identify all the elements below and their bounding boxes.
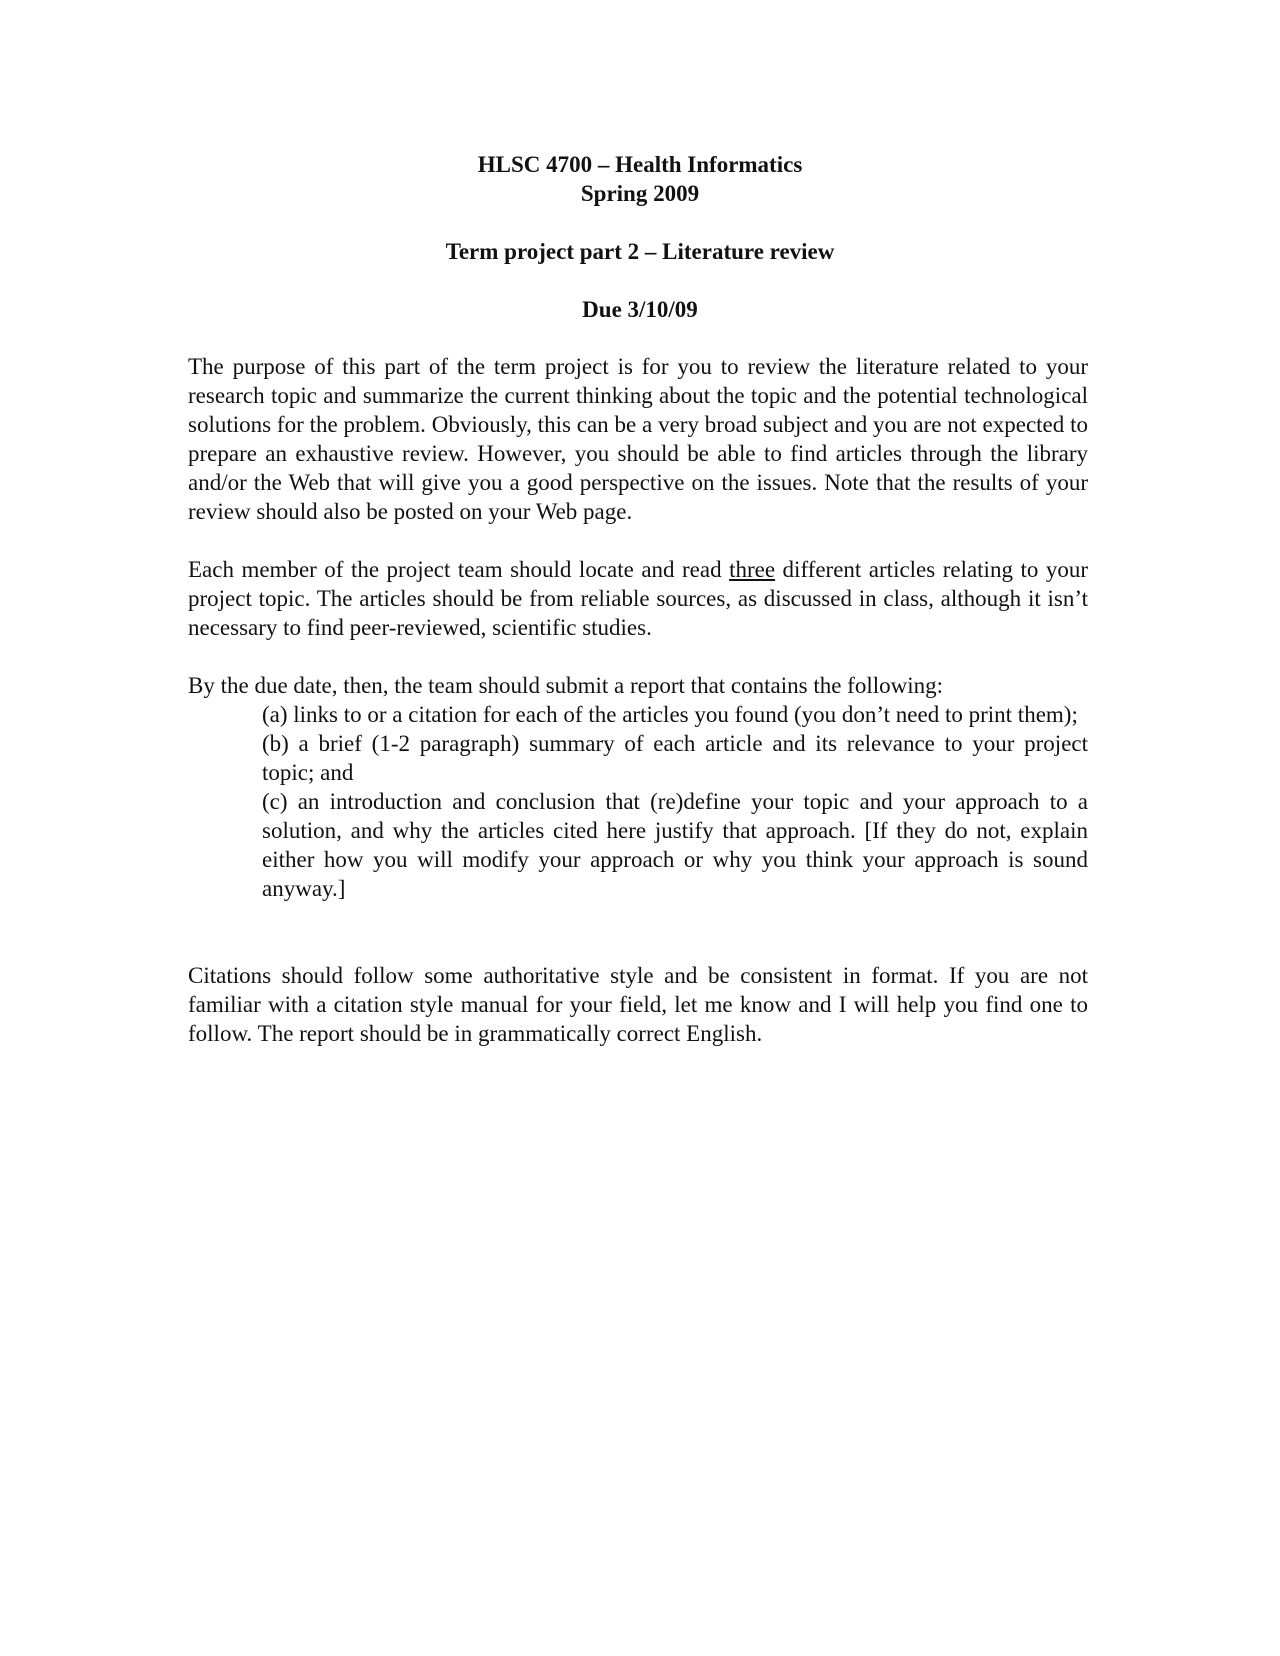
requirement-item-c: (c) an introduction and conclusion that (re)define your topic and your approach to a solution, and why the articles cited here justify that approach. [If they do not, explain either how you will modify your approach or why you think your approach is sound anyway.] [262,789,1088,901]
members-text-after: different articles relating to your project topic. The articles should be from reliable sources, as discussed in class, although it isn’t necessary to find peer-reviewed, scientific studies. [188,557,1088,640]
citations-paragraph: Citations should follow some authoritative style and be consistent in format. If you are not familiar with a citation style manual for your field, let me know and I will help you find one to follow. The report should be in grammatically correct English. [188,963,1088,1046]
requirement-item-a: (a) links to or a citation for each of the articles you found (you don’t need to print them); [262,702,1078,727]
term-label: Spring 2009 [580,181,700,206]
requirements-list [262,700,1088,903]
course-title: HLSC 4700 – Health Informatics [477,152,803,177]
project-title: Term project part 2 – Literature review [445,239,835,264]
due-date: Due 3/10/09 [582,297,698,322]
requirement-item-b: (b) a brief (1-2 paragraph) summary of each article and its relevance to your project topic; and [262,731,1088,785]
purpose-paragraph: The purpose of this part of the term project is for you to review the literature related to your research topic and summarize the current thinking about the topic and the potential technological solutions for the problem. Obviously, this can be a very broad subject and you are not expected to prepare an exhaustive review. However, you should be able to find articles through the library and/or the Web that will give you a good perspective on the issues. Note that the results of your review should also be posted on your Web page. [188,354,1088,524]
members-paragraph [188,555,1088,642]
members-text-before: Each member of the project team should locate and read [188,557,730,582]
submit-intro: By the due date, then, the team should submit a report that contains the following: [188,673,944,698]
members-emphasis: three [729,557,776,582]
